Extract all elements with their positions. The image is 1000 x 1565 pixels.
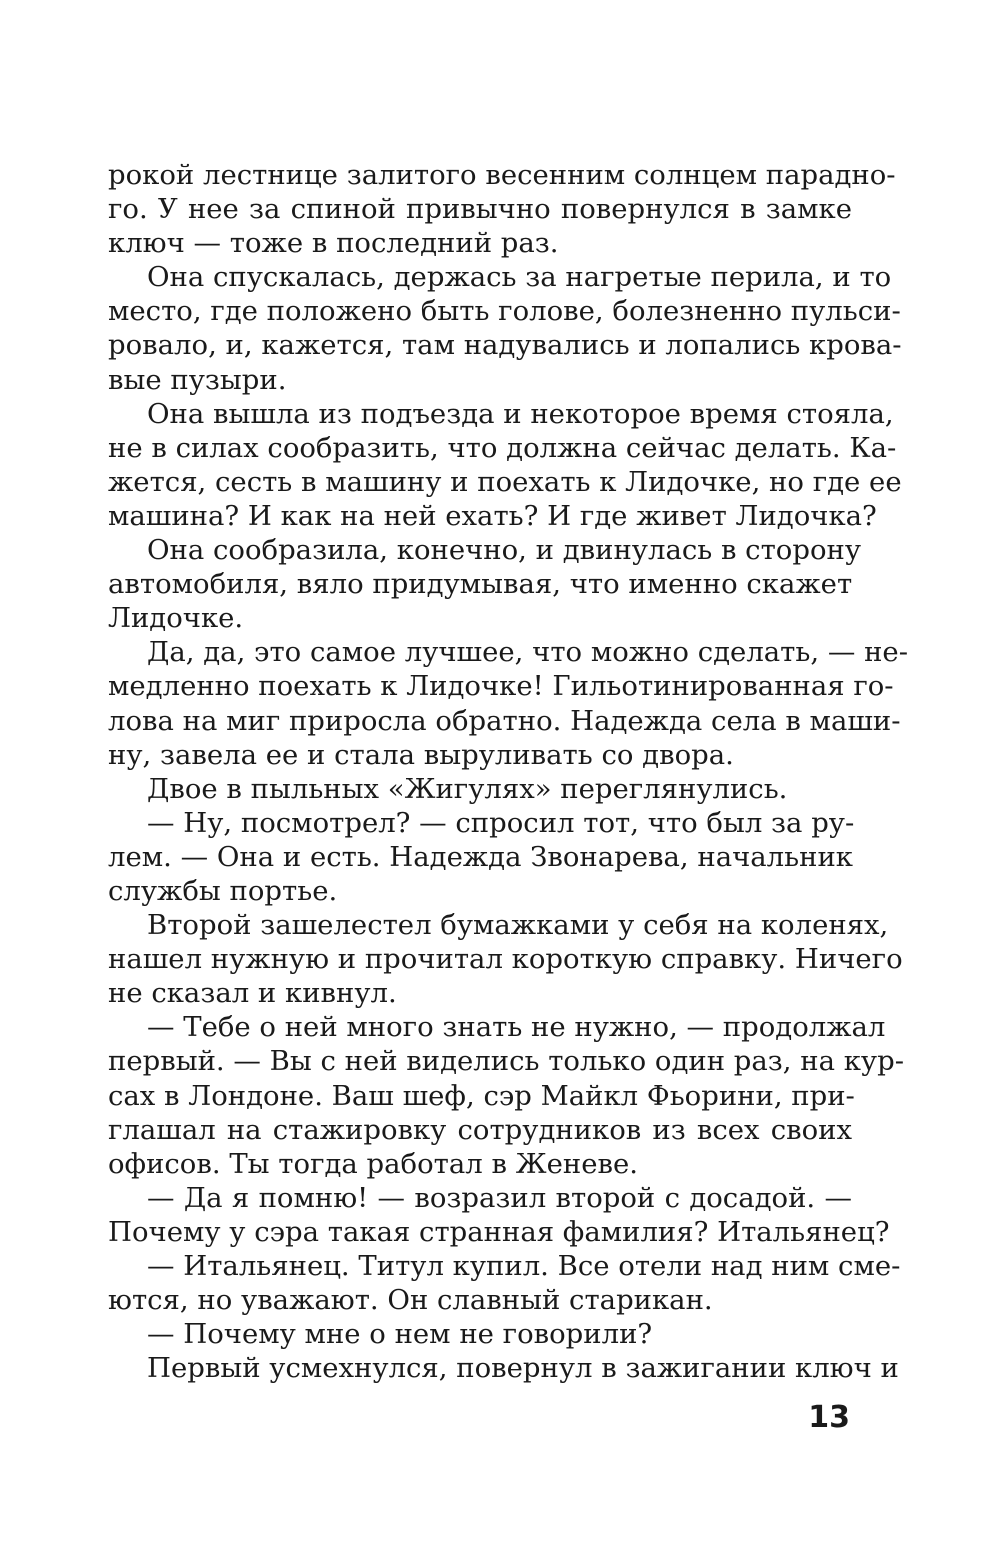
text-line: Второй зашелестел бумажками у себя на коленях, (147, 909, 889, 942)
paragraph (108, 772, 852, 806)
text-line: Да, да, это самое лучшее, что можно сделать, — не- (147, 636, 908, 669)
text-line: ются, но уважают. Он славный старикан. (108, 1284, 713, 1317)
text-line: ключ — тоже в последний раз. (108, 227, 559, 260)
text-line: — Почему мне о нем не говорили? (147, 1318, 653, 1351)
text-line: Почему у сэра такая странная фамилия? Итальянец? (108, 1215, 890, 1248)
paragraph (108, 533, 862, 635)
paragraph (108, 635, 908, 771)
paragraph (108, 1249, 901, 1317)
paragraph (108, 1317, 852, 1351)
text-line: офисов. Ты тогда работал в Женеве. (108, 1147, 638, 1180)
text-line: глашал на стажировку сотрудников из всех своих (108, 1113, 852, 1146)
text-line: службы портье. (108, 874, 338, 907)
paragraph (108, 806, 855, 908)
text-line: Первый усмехнулся, повернул в зажигании ключ и (147, 1352, 899, 1385)
text-line: го. У нее за спиной привычно повернулся в замке (108, 193, 852, 226)
paragraph (108, 1010, 905, 1180)
text-line: сах в Лондоне. Ваш шеф, сэр Майкл Фьорини, при- (108, 1079, 855, 1112)
text-line: ровало, и, кажется, там надувались и лопались крова- (108, 329, 902, 362)
text-line: лова на миг приросла обратно. Надежда села в маши- (108, 704, 901, 737)
text-line: — Тебе о ней много знать не нужно, — продолжал (147, 1011, 886, 1044)
paragraph (108, 1351, 899, 1385)
text-line: Она спускалась, держась за нагретые перила, и то (147, 261, 892, 294)
text-line: автомобиля, вяло придумывая, что именно скажет (108, 568, 853, 601)
text-line: Она сообразила, конечно, и двинулась в сторону (147, 534, 862, 567)
text-line: Она вышла из подъезда и некоторое время стояла, (147, 397, 894, 430)
paragraph (108, 158, 896, 260)
text-line: Лидочке. (108, 602, 244, 635)
text-line: не в силах сообразить, что должна сейчас делать. Ка- (108, 431, 897, 464)
paragraph (108, 397, 902, 533)
text-line: медленно поехать к Лидочке! Гильотинированная го- (108, 670, 894, 703)
text-line: место, где положено быть голове, болезненно пульси- (108, 295, 901, 328)
text-line: машина? И как на ней ехать? И где живет Лидочка? (108, 499, 877, 532)
text-line: рокой лестнице залитого весенним солнцем парадно- (108, 159, 896, 191)
body-text (108, 158, 908, 1385)
text-line: лем. — Она и есть. Надежда Звонарева, начальник (108, 840, 853, 873)
text-line: нашел нужную и прочитал короткую справку. Ничего (108, 943, 903, 976)
text-line: — Итальянец. Титул купил. Все отели над ним сме- (147, 1250, 901, 1282)
text-line: Двое в пыльных «Жигулях» переглянулись. (147, 772, 788, 805)
text-line: жется, сесть в машину и поехать к Лидочке, но где ее (108, 465, 902, 498)
page-number: 13 (808, 1400, 850, 1435)
text-line: вые пузыри. (108, 363, 287, 396)
paragraph (108, 908, 903, 1010)
text-line: — Ну, посмотрел? — спросил тот, что был за ру- (147, 806, 855, 839)
text-line: первый. — Вы с ней виделись только один раз, на кур- (108, 1045, 905, 1078)
text-line: не сказал и кивнул. (108, 977, 397, 1010)
paragraph (108, 1181, 890, 1249)
text-line: ну, завела ее и стала выруливать со двора. (108, 738, 734, 771)
paragraph (108, 260, 902, 396)
text-line: — Да я помню! — возразил второй с досадой. — (147, 1181, 852, 1214)
